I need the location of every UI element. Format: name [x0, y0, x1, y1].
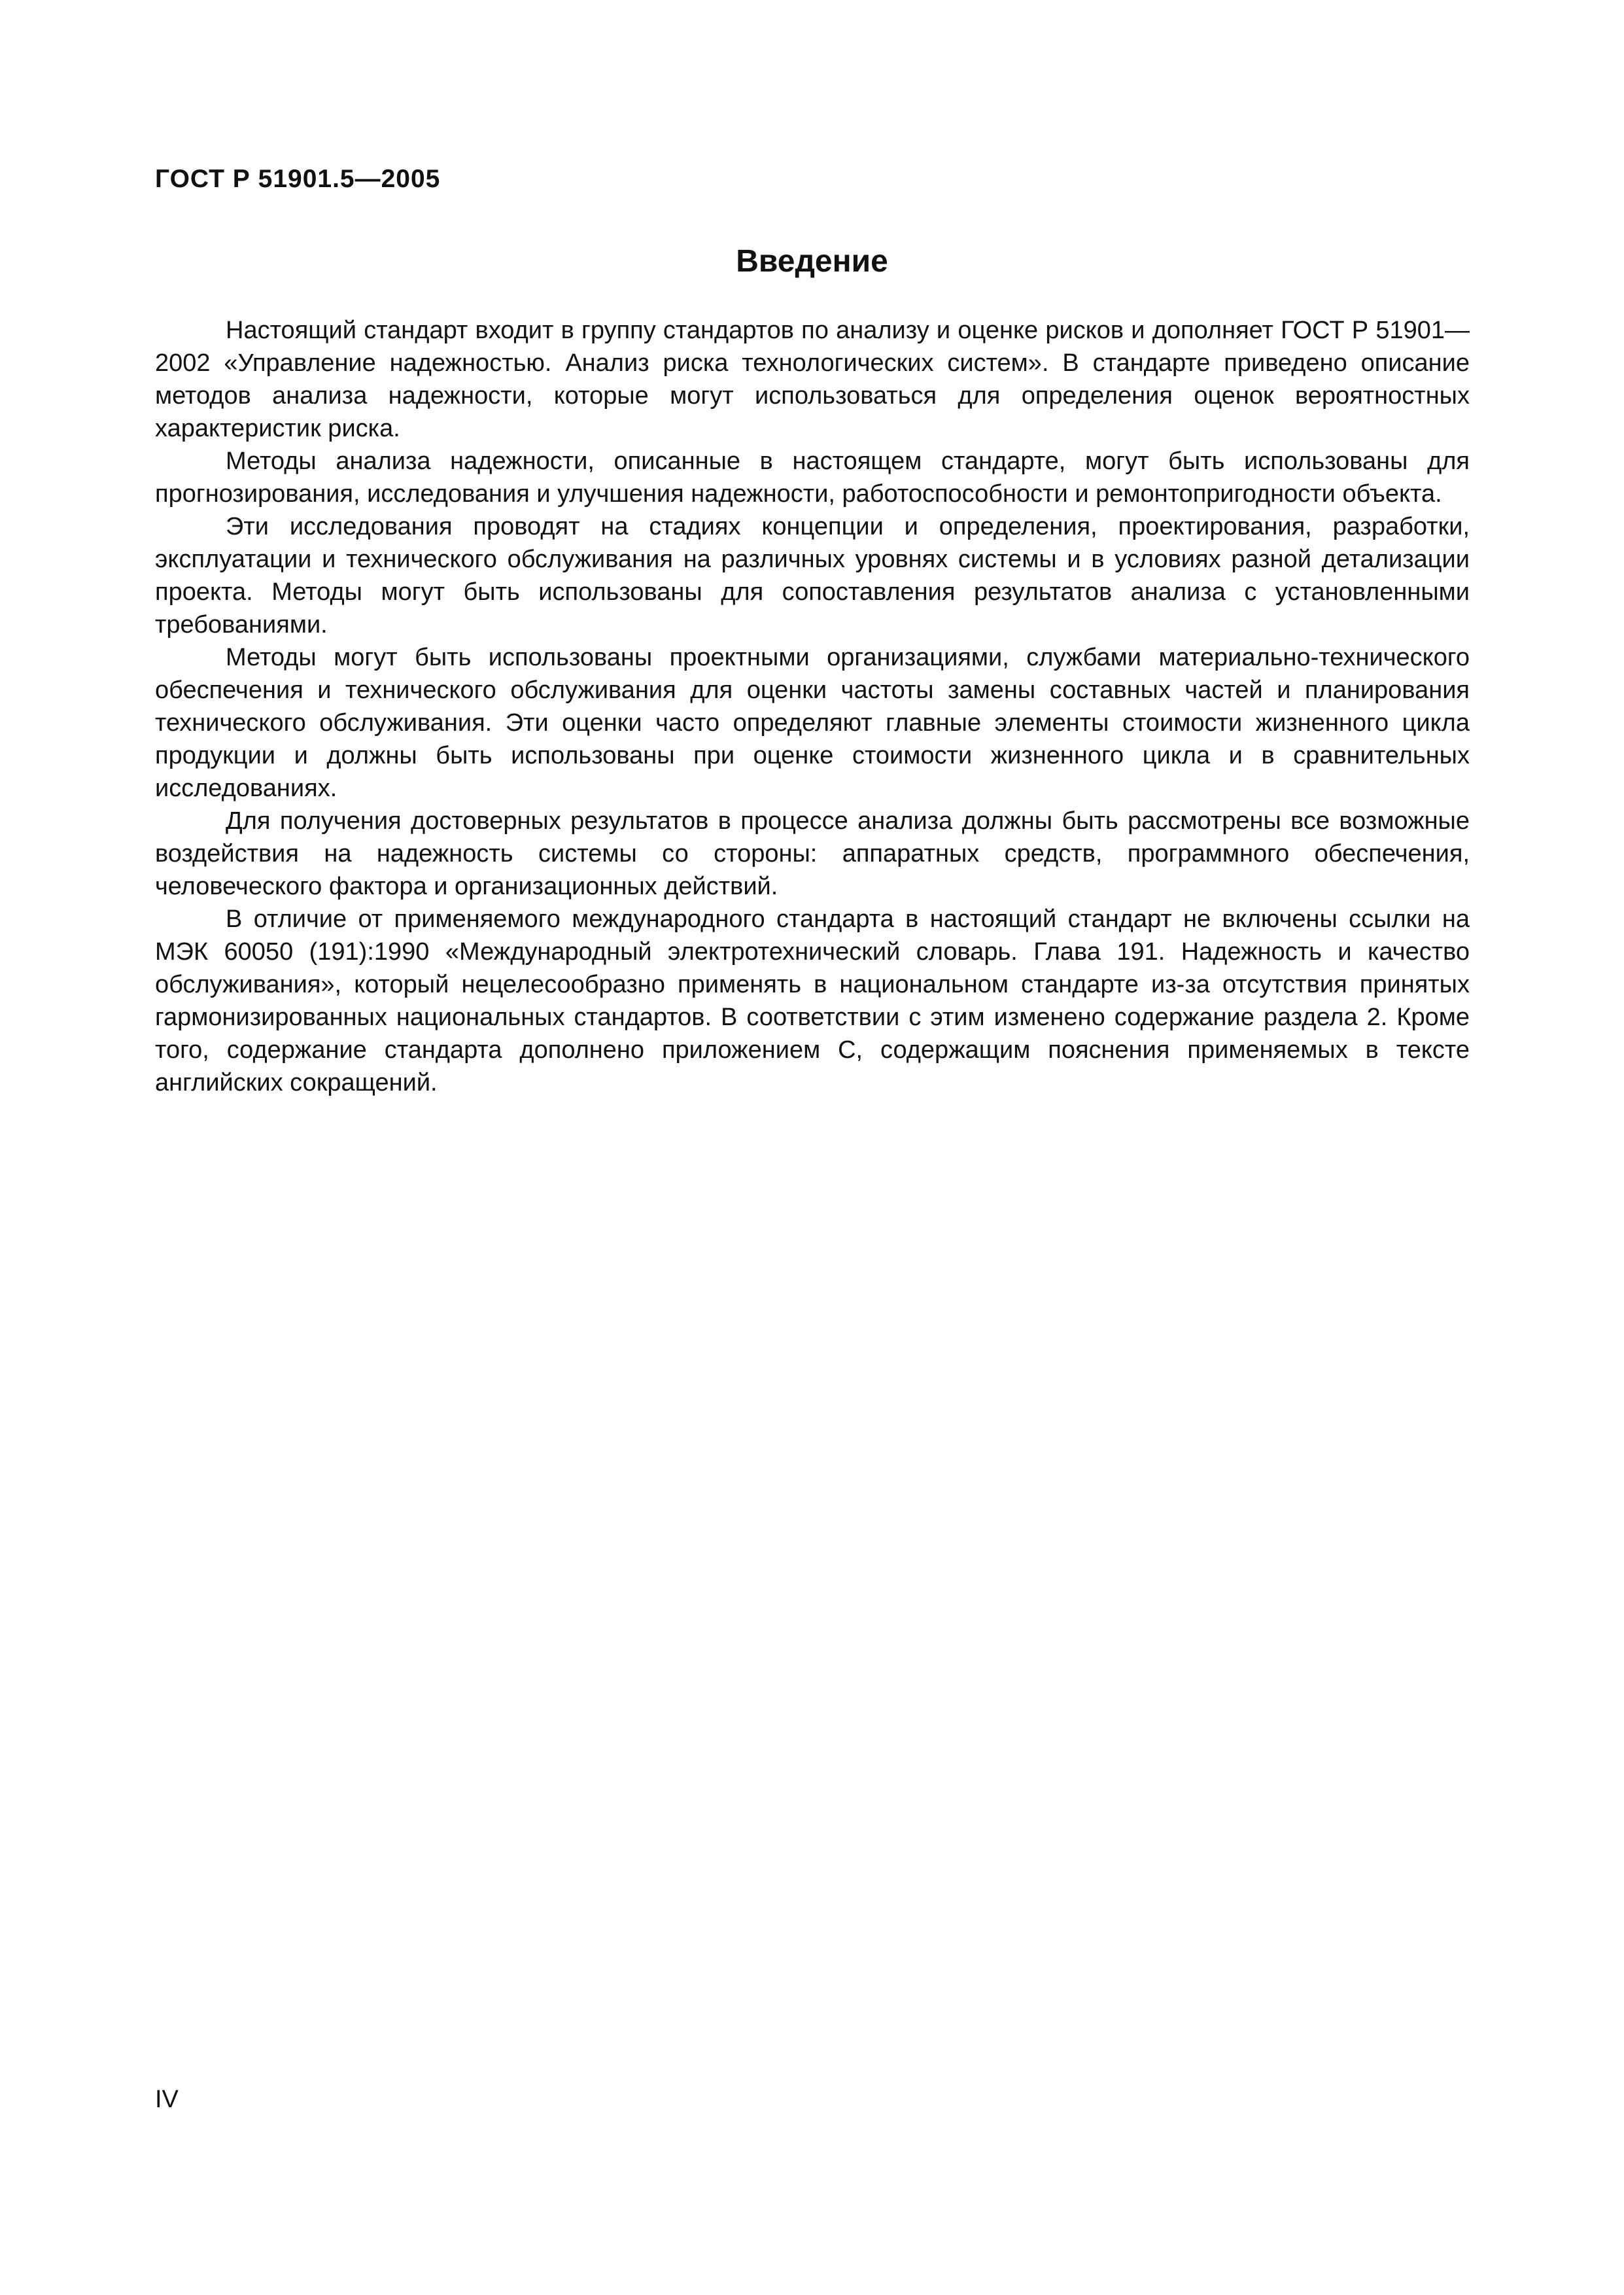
paragraph: Методы анализа надежности, описанные в настоящем стандарте, могут быть использованы для прогнозирования, исследования и улучшения надежности, работоспособности и ремонтопригодности объекта.: [155, 447, 1470, 508]
paragraph: Настоящий стандарт входит в группу стандартов по анализу и оценке рисков и дополняет ГОСТ Р 51901—2002 «Управление надежностью. Анализ риска технологических систем». В стандарте приведено описание методов анализа надежности, которые могут использоваться для определения оценок вероятностных характеристик риска.: [155, 317, 1470, 442]
section-title: Введение: [736, 244, 888, 279]
document-code-header: ГОСТ Р 51901.5—2005: [155, 165, 441, 193]
paragraph: В отличие от применяемого международного стандарта в настоящий стандарт не включены ссылки на МЭК 60050 (191):1990 «Международный электротехнический словарь. Глава 191. Надежность и качество обслуживания», который нецелесообразно применять в национальном стандарте из-за отсутствия принятых гармонизированных национальных стандартов. В соответствии с этим изменено содержание раздела 2. Кроме того, содержание стандарта дополнено приложением С, содержащим пояснения применяемых в тексте английских сокращений.: [155, 905, 1470, 1096]
body-text: [155, 314, 1470, 1099]
paragraph: Эти исследования проводят на стадиях концепции и определения, проектирования, разработки, эксплуатации и технического обслуживания на различных уровнях системы и в условиях разной детализации проекта. Методы могут быть использованы для сопоставления результатов анализа с установленными требованиями.: [155, 513, 1470, 639]
paragraph: Методы могут быть использованы проектными организациями, службами материально-технического обеспечения и технического обслуживания для оценки частоты замены составных частей и планирования технического обслуживания. Эти оценки часто определяют главные элементы стоимости жизненного цикла продукции и должны быть использованы при оценке стоимости жизненного цикла и в сравнительных исследованиях.: [155, 644, 1470, 802]
page-number: IV: [155, 2086, 179, 2113]
paragraph: Для получения достоверных результатов в процессе анализа должны быть рассмотрены все возможные воздействия на надежность системы со стороны: аппаратных средств, программного обеспечения, человеческого фактора и организационных действий.: [155, 807, 1470, 900]
